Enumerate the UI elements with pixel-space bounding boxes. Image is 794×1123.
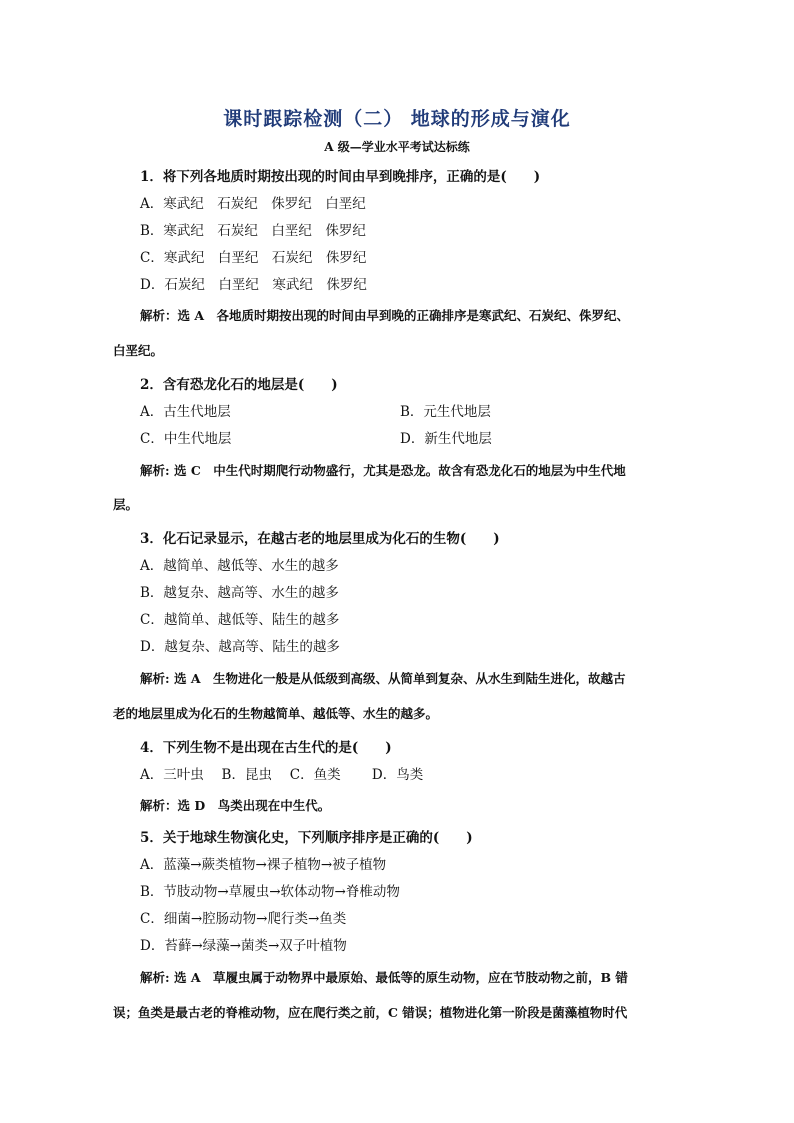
question-2-option-a: A．古生代地层 <box>140 404 231 420</box>
question-3-analysis: 解析: 选 A 生物进化一般是从低级到高级、从简单到复杂、从水生到陆生进化，故越古 <box>140 671 626 686</box>
question-1-option-a: A．寒武纪 石炭纪 侏罗纪 白垩纪 <box>140 196 366 212</box>
question-3-option-d: D．越复杂、越高等、陆生的越多 <box>140 639 340 655</box>
question-3-option-c: C．越简单、越低等、陆生的越多 <box>140 612 340 628</box>
question-5-option-b: B．节肢动物→草履虫→软体动物→脊椎动物 <box>140 884 400 900</box>
question-3-stem: 3．化石记录显示，在越古老的地层里成为化石的生物( ) <box>140 531 500 547</box>
question-4-options: A．三叶虫 B．昆虫 C．鱼类 D．鸟类 <box>140 767 424 783</box>
question-4-stem: 4．下列生物不是出现在古生代的是( ) <box>140 740 392 756</box>
question-5-option-c: C．细菌→腔肠动物→爬行类→鱼类 <box>140 911 347 927</box>
question-2-stem: 2．含有恐龙化石的地层是( ) <box>140 377 338 393</box>
question-5-option-a: A．蓝藻→蕨类植物→裸子植物→被子植物 <box>140 857 387 873</box>
question-1-option-d: D．石炭纪 白垩纪 寒武纪 侏罗纪 <box>140 277 367 293</box>
question-4-analysis: 解析：选 D 鸟类出现在中生代。 <box>140 798 331 813</box>
question-2-option-d: D．新生代地层 <box>400 431 492 447</box>
question-5-analysis-cont: 误；鱼类是最古老的脊椎动物，应在爬行类之前，C 错误；植物进化第一阶段是菌藻植物时代 <box>113 1005 628 1020</box>
question-1-stem: 1．将下列各地质时期按出现的时间由早到晚排序，正确的是( ) <box>140 169 541 185</box>
question-5-stem: 5．关于地球生物演化史，下列顺序排序是正确的( ) <box>140 830 473 846</box>
question-2-option-c: C．中生代地层 <box>140 431 232 447</box>
question-2-analysis-cont: 层。 <box>113 497 139 512</box>
question-2-analysis: 解析: 选 C 中生代时期爬行动物盛行，尤其是恐龙。故含有恐龙化石的地层为中生代地 <box>140 463 626 478</box>
question-1-analysis-cont: 白垩纪。 <box>113 343 164 358</box>
page-title: 课时跟踪检测（二） 地球的形成与演化 <box>223 108 571 130</box>
question-3-option-b: B．越复杂、越高等、水生的越多 <box>140 585 339 601</box>
question-1-analysis: 解析：选 A 各地质时期按出现的时间由早到晚的正确排序是寒武纪、石炭纪、侏罗纪、 <box>140 308 630 323</box>
question-3-option-a: A．越简单、越低等、水生的越多 <box>140 558 339 574</box>
question-1-option-c: C．寒武纪 白垩纪 石炭纪 侏罗纪 <box>140 250 367 266</box>
question-5-option-d: D．苔藓→绿藻→菌类→双子叶植物 <box>140 938 347 954</box>
question-3-analysis-cont: 老的地层里成为化石的生物越简单、越低等、水生的越多。 <box>113 706 439 721</box>
question-1-option-b: B．寒武纪 石炭纪 白垩纪 侏罗纪 <box>140 223 366 239</box>
question-5-analysis: 解析: 选 A 草履虫属于动物界中最原始、最低等的原生动物，应在节肢动物之前，B 错 <box>140 970 628 985</box>
section-subtitle: A 级—学业水平考试达标练 <box>324 140 470 154</box>
question-2-option-b: B．元生代地层 <box>400 404 491 420</box>
